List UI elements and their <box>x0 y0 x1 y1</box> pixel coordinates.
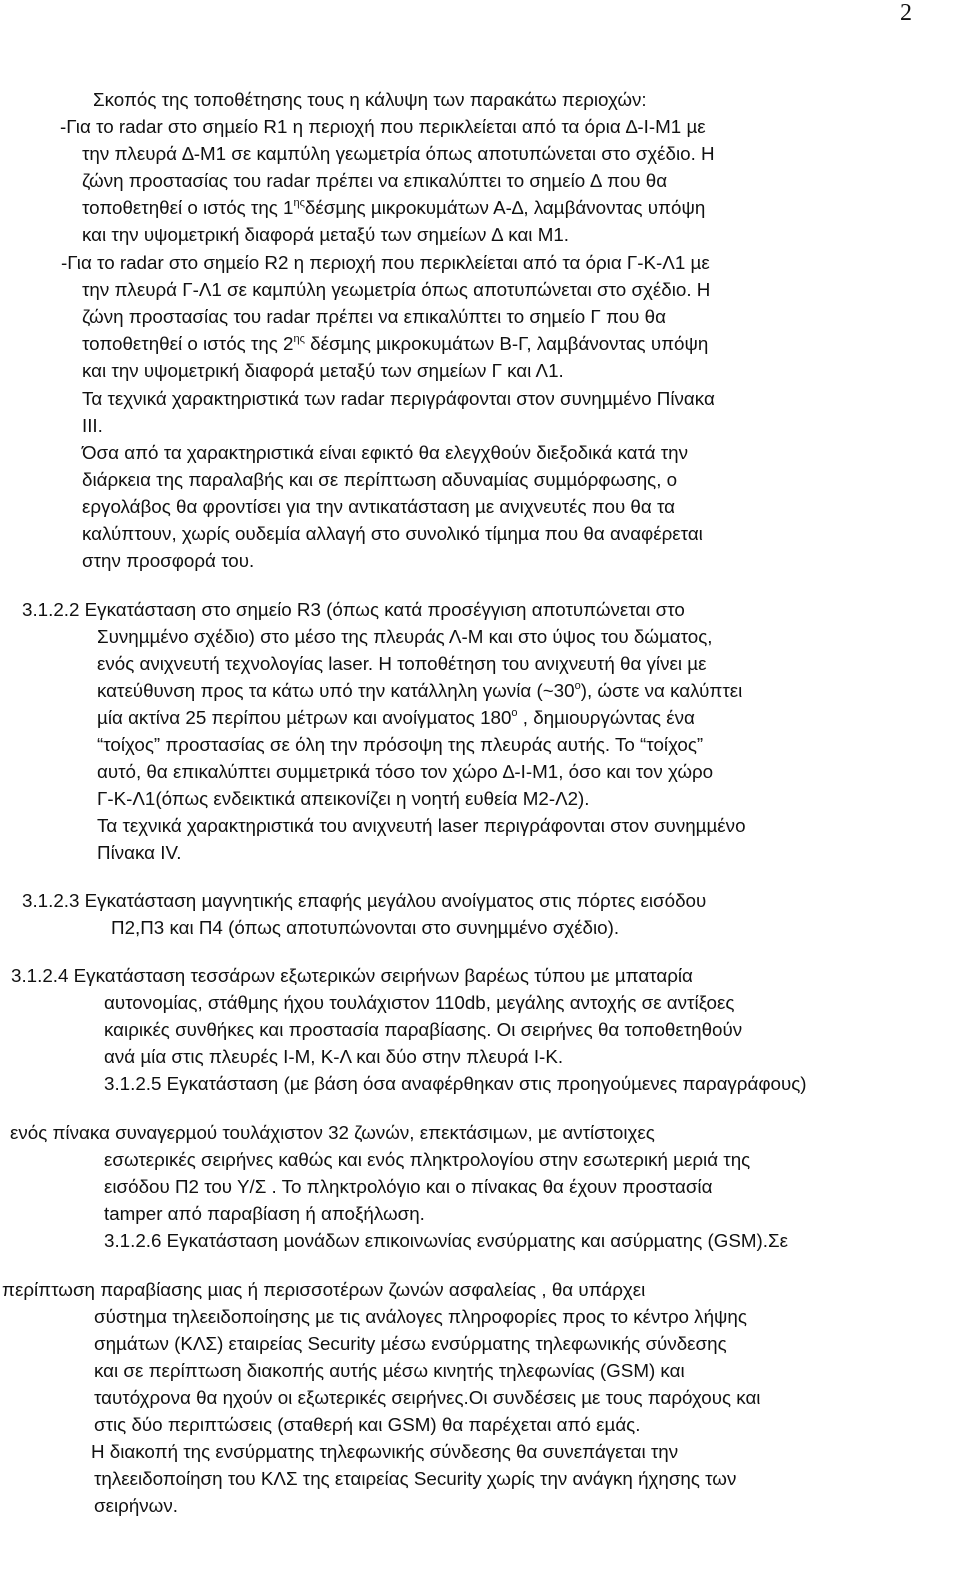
superscript: ης <box>293 333 305 345</box>
text-line <box>82 195 705 221</box>
text-line <box>94 1304 747 1330</box>
line-text: στην προσφορά του. <box>82 550 255 571</box>
text-line <box>104 1228 788 1254</box>
line-text: διάρκεια της παραλαβής και σε περίπτωση αδυναµίας συµµόρφωσης, ο <box>82 469 678 490</box>
line-text: περίπτωση παραβίασης µιας ή περισσοτέρων ζωνών ασφαλείας , θα υπάρχει <box>2 1279 646 1300</box>
line-text: Συνηµµένο σχέδιο) στο µέσο της πλευράς Λ-Μ και στο ύψος του δώµατος, <box>97 626 713 647</box>
text-line <box>82 494 675 520</box>
text-line <box>104 1044 563 1070</box>
text-line <box>82 141 715 167</box>
line-text: εσωτερικές σειρήνες καθώς και ενός πληκτρολογίου στην εσωτερική µεριά της <box>104 1149 751 1170</box>
line-text: 3.1.2.5 Εγκατάσταση (µε βάση όσα αναφέρθηκαν στις προηγούµενες παραγράφους) <box>104 1073 807 1094</box>
line-text-continued: δέσµης µικροκυµάτων Α-∆, λαµβάνοντας υπόψη <box>304 197 706 218</box>
line-text: Τα τεχνικά χαρακτηριστικά του ανιχνευτή laser περιγράφονται στον συνηµµένο <box>97 815 746 836</box>
line-text: ζώνη προστασίας του radar πρέπει να επικαλύπτει το σηµείο ∆ που θα <box>82 170 668 191</box>
line-text: καλύπτουν, χωρίς ουδεµία αλλαγή στο συνολικό τίµηµα που θα αναφέρεται <box>82 523 703 544</box>
text-line <box>104 1017 742 1043</box>
line-text: και την υψοµετρική διαφορά µεταξύ των σηµείων Γ και Λ1. <box>82 360 564 381</box>
line-text: εργολάβος θα φροντίσει για την αντικατάσταση µε ανιχνευτές που θα τα <box>82 496 675 517</box>
line-text: 3.1.2.3 Εγκατάσταση µαγνητικής επαφής µεγάλου ανοίγµατος στις πόρτες εισόδου <box>22 890 707 911</box>
line-text: ΙΙΙ. <box>82 415 103 436</box>
line-text: “τοίχος” προστασίας σε όλη την πρόσοψη της πλευράς αυτής. Το “τοίχος” <box>97 734 704 755</box>
line-text: Σκοπός της τοποθέτησης τους η κάλυψη των παρακάτω περιοχών: <box>93 89 647 110</box>
line-text-continued: ), ώστε να καλύπτει <box>580 680 743 701</box>
text-line <box>82 467 677 493</box>
text-line <box>104 1147 750 1173</box>
line-text: ζώνη προστασίας του radar πρέπει να επικαλύπτει το σηµείο Γ που θα <box>82 306 666 327</box>
text-line <box>94 1358 685 1384</box>
line-text: 3.1.2.2 Εγκατάσταση στο σηµείο R3 (όπως κατά προσέγγιση αποτυπώνεται στο <box>22 599 685 620</box>
line-text: Η διακοπή της ενσύρµατης τηλεφωνικής σύνδεσης θα συνεπάγεται την <box>91 1441 679 1462</box>
text-line <box>94 1493 178 1519</box>
text-line <box>97 759 713 785</box>
line-text: -Για το radar στο σηµείο R2 η περιοχή που περικλείεται από τα όρια Γ-Κ-Λ1 µε <box>61 252 710 273</box>
text-line <box>22 888 706 914</box>
text-line <box>97 813 746 839</box>
line-text: στις δύο περιπτώσεις (σταθερή και GSM) θα παρέχεται από εµάς. <box>94 1414 641 1435</box>
text-line <box>82 548 254 574</box>
text-line <box>97 678 742 704</box>
text-line <box>97 705 695 731</box>
text-line <box>10 1120 655 1146</box>
line-text: Τα τεχνικά χαρακτηριστικά των radar περιγράφονται στον συνηµµένο Πίνακα <box>82 388 715 409</box>
line-text: σειρήνων. <box>94 1495 178 1516</box>
text-line <box>61 250 710 276</box>
line-text: τοποθετηθεί ο ιστός της 1 <box>82 197 294 218</box>
text-line <box>91 1439 678 1465</box>
line-text: σύστηµα τηλεειδοποίησης µε τις ανάλογες πληροφορίες προς το κέντρο λήψης <box>94 1306 747 1327</box>
text-line <box>104 1174 712 1200</box>
text-line <box>60 114 706 140</box>
text-line <box>97 651 706 677</box>
line-text: 3.1.2.6 Εγκατάσταση µονάδων επικοινωνίας ενσύρµατης και ασύρµατης (GSM).Σε <box>104 1230 788 1251</box>
line-text: tamper από παραβίαση ή αποξήλωση. <box>104 1203 425 1224</box>
text-line <box>82 440 688 466</box>
line-text: κατεύθυνση προς τα κάτω υπό την κατάλληλη γωνία (~30 <box>97 680 575 701</box>
text-line <box>94 1331 727 1357</box>
line-text: Όσα από τα χαρακτηριστικά είναι εφικτό θα ελεγχθούν διεξοδικά κατά την <box>82 442 688 463</box>
line-text: ανά µία στις πλευρές Ι-Μ, Κ-Λ και δύο στην πλευρά Ι-Κ. <box>104 1046 564 1067</box>
text-line <box>82 277 710 303</box>
line-text-continued: δέσµης µικροκυµάτων Β-Γ, λαµβάνοντας υπόψη <box>304 333 709 354</box>
line-text: αυτό, θα επικαλύπτει συµµετρικά τόσο τον χώρο ∆-I-M1, όσο και τον χώρο <box>97 761 714 782</box>
line-text: και την υψοµετρική διαφορά µεταξύ των σηµείων ∆ και Μ1. <box>82 224 570 245</box>
text-line <box>104 1201 425 1227</box>
page-number: 2 <box>900 0 912 26</box>
line-text: την πλευρά Γ-Λ1 σε καµπύλη γεωµετρία όπως αποτυπώνεται στο σχέδιο. Η <box>82 279 711 300</box>
text-line <box>94 1412 640 1438</box>
text-line <box>104 1071 807 1097</box>
text-line <box>82 168 667 194</box>
text-line <box>97 786 590 812</box>
line-text: και σε περίπτωση διακοπής αυτής µέσω κινητής τηλεφωνίας (GSM) και <box>94 1360 685 1381</box>
line-text: ενός ανιχνευτή τεχνολογίας laser. Η τοποθέτηση του ανιχνευτή θα γίνει µε <box>97 653 707 674</box>
line-text: 3.1.2.4 Εγκατάσταση τεσσάρων εξωτερικών σειρήνων βαρέως τύπου µε µπαταρία <box>11 965 693 986</box>
superscript: ο <box>511 707 518 719</box>
text-line <box>82 331 708 357</box>
line-text: µία ακτίνα 25 περίπου µέτρων και ανοίγµατος 180 <box>97 707 512 728</box>
line-text: τηλεειδοποίηση του ΚΛΣ της εταιρείας Security χωρίς την ανάγκη ήχησης των <box>94 1468 737 1489</box>
line-text: τοποθετηθεί ο ιστός της 2 <box>82 333 294 354</box>
line-text: την πλευρά ∆-Μ1 σε καµπύλη γεωµετρία όπως αποτυπώνεται στο σχέδιο. Η <box>82 143 715 164</box>
text-line <box>104 990 734 1016</box>
line-text: ενός πίνακα συναγερµού τουλάχιστον 32 ζωνών, επεκτάσιµων, µε αντίστοιχες <box>10 1122 655 1143</box>
superscript: ο <box>574 680 581 692</box>
text-line <box>94 1466 736 1492</box>
text-line <box>82 304 666 330</box>
line-text: καιρικές συνθήκες και προστασία παραβίασης. Οι σειρήνες θα τοποθετηθούν <box>104 1019 743 1040</box>
text-line <box>93 87 647 113</box>
line-text: -Για το radar στο σηµείο R1 η περιοχή που περικλείεται από τα όρια ∆-I-M1 µε <box>60 116 706 137</box>
text-line <box>82 222 569 248</box>
text-line <box>82 358 564 384</box>
text-line <box>97 732 703 758</box>
line-text: ταυτόχρονα θα ηχούν οι εξωτερικές σειρήνες.Οι συνδέσεις µε τους παρόχους και <box>94 1387 761 1408</box>
text-line <box>22 597 685 623</box>
text-line <box>97 624 713 650</box>
text-line <box>111 915 619 941</box>
line-text: Πίνακα ΙV. <box>97 842 182 863</box>
line-text: αυτονοµίας, στάθµης ήχου τουλάχιστον 110db, µεγάλης αντοχής σε αντίξοες <box>104 992 735 1013</box>
line-text: σηµάτων (ΚΛΣ) εταιρείας Security µέσω ενσύρµατης τηλεφωνικής σύνδεσης <box>94 1333 727 1354</box>
line-text: Π2,Π3 και Π4 (όπως αποτυπώνονται στο συνηµµένο σχέδιο). <box>111 917 620 938</box>
line-text-continued: , δηµιουργώντας ένα <box>517 707 695 728</box>
text-line <box>97 840 181 866</box>
text-line <box>2 1277 645 1303</box>
text-line <box>82 521 703 547</box>
text-line <box>11 963 693 989</box>
line-text: εισόδου Π2 του Υ/Σ . Το πληκτρολόγιο και ο πίνακας θα έχουν προστασία <box>104 1176 713 1197</box>
line-text: Γ-Κ-Λ1(όπως ενδεικτικά απεικονίζει η νοητή ευθεία Μ2-Λ2). <box>97 788 590 809</box>
text-line <box>82 413 103 439</box>
superscript: ης <box>293 197 305 209</box>
text-line <box>82 386 715 412</box>
text-line <box>94 1385 760 1411</box>
